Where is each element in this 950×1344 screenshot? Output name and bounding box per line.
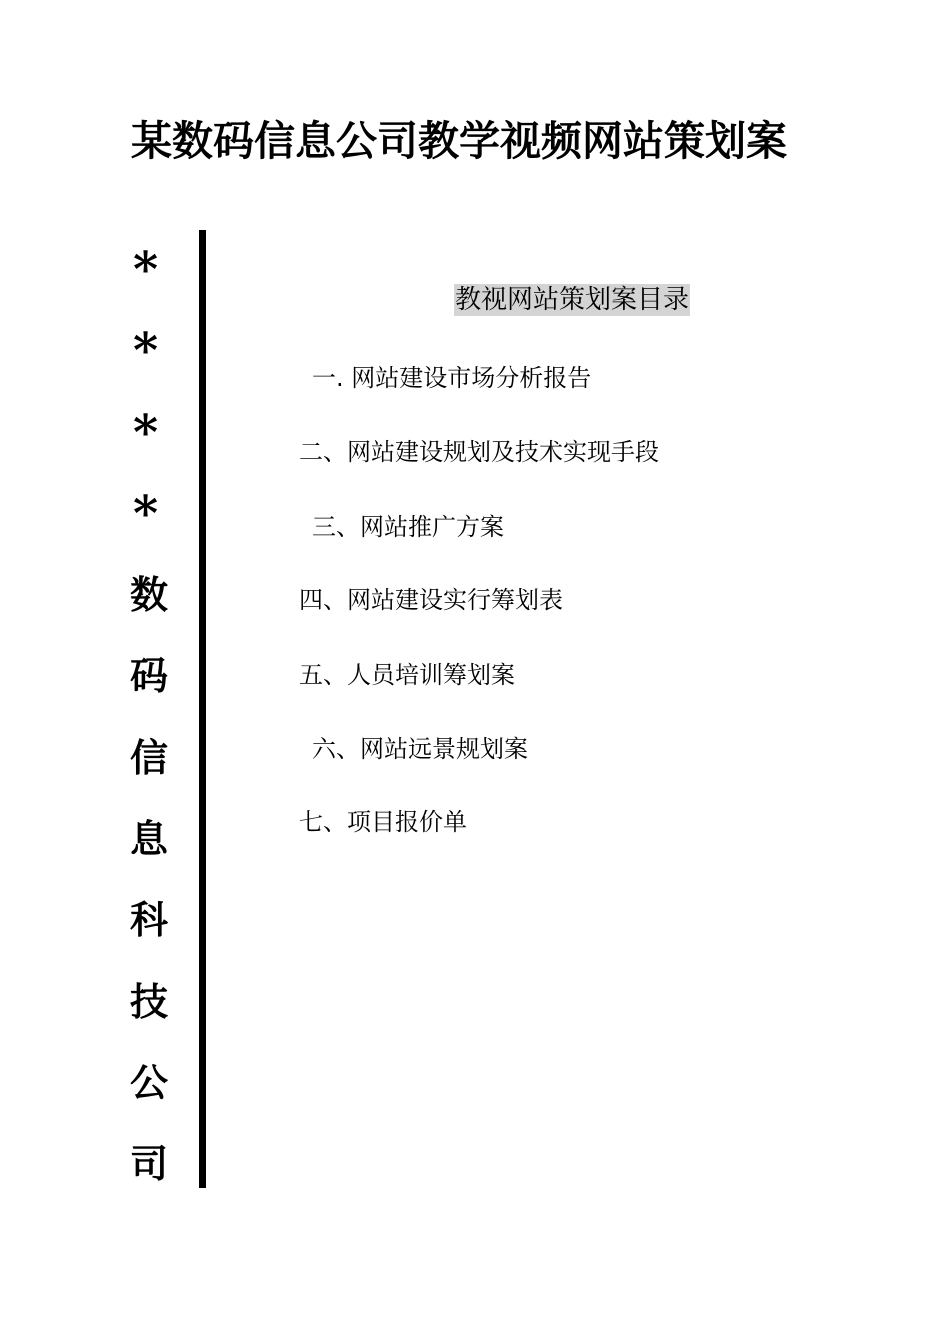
company-char: * [133,242,159,298]
vertical-company-name [130,240,180,1216]
toc-title: 教视网站策划案目录 [455,285,690,315]
company-char: 司 [130,1141,169,1187]
company-char: 数 [130,572,169,618]
toc-item-quotation[interactable]: 七、项目报价单 [299,808,467,836]
company-char: * [133,485,159,542]
toc-item-schedule[interactable]: 四、网站建设实行筹划表 [299,586,563,614]
vertical-divider [199,230,206,1188]
toc-item-promotion[interactable]: 三、网站推广方案 [312,513,504,541]
document-title: 某数码信息公司教学视频网站策划案 [131,117,787,165]
toc-item-planning[interactable]: 二、网站建设规划及技术实现手段 [299,438,659,466]
toc-item-training[interactable]: 五、人员培训筹划案 [299,661,515,689]
company-char: 科 [130,897,169,943]
toc-item-vision[interactable]: 六、网站远景规划案 [312,735,528,763]
company-char: * [133,323,159,380]
company-char: 息 [130,816,169,862]
company-char: 信 [130,734,169,780]
toc-item-market-analysis[interactable]: 一. 网站建设市场分析报告 [312,364,592,392]
company-char: 公 [130,1059,169,1105]
company-char: 技 [130,978,169,1024]
company-char: * [133,404,159,461]
company-char: 码 [130,653,169,699]
